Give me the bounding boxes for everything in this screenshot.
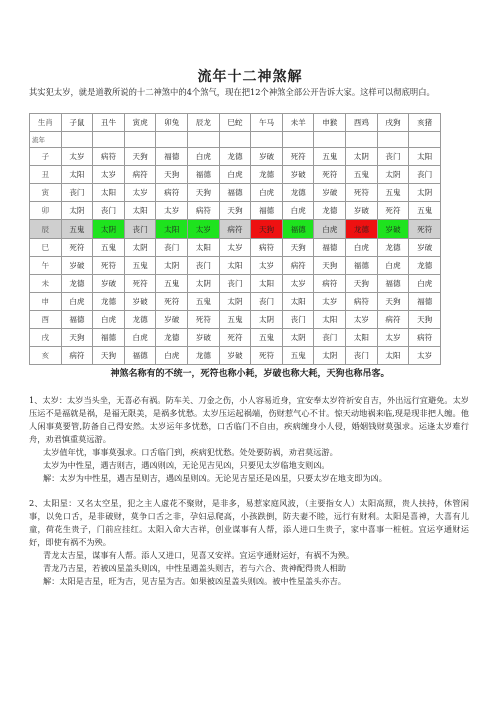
table-cell: 死符 [61, 238, 93, 256]
table-cell: 龙德 [93, 292, 125, 310]
table-cell: 太岁 [409, 347, 441, 365]
table-cell: 病符 [314, 274, 346, 292]
table-cell: 太岁 [219, 238, 251, 256]
table-cell: 天狗 [124, 148, 156, 166]
intro-paragraph: 其实犯太岁，就是道教所说的十二神煞中的4个煞气，现在把12个神煞全部公开告诉大家。这样可以彻底明白。 [29, 87, 435, 97]
table-row [30, 166, 441, 184]
row-branch-cell: 卯 [30, 202, 62, 220]
table-cell: 太岁 [61, 148, 93, 166]
table-cell: 福德 [124, 347, 156, 365]
table-cell: 死符 [124, 274, 156, 292]
table-cell: 福德 [156, 148, 188, 166]
row-branch-cell: 子 [30, 148, 62, 166]
table-cell: 死符 [93, 256, 125, 274]
table-cell: 天狗 [156, 166, 188, 184]
table-cell: 丧门 [156, 238, 188, 256]
liunian-label-cell: 流年 [30, 132, 62, 148]
empty-cell [282, 132, 314, 148]
table-cell: 龙德 [409, 256, 441, 274]
table-cell: 岁破 [251, 148, 283, 166]
table-cell: 太岁 [282, 274, 314, 292]
table-row [30, 310, 441, 328]
table-cell: 福德 [188, 166, 220, 184]
table-cell: 丧门 [188, 256, 220, 274]
table-cell: 天狗 [61, 329, 93, 347]
table-cell: 岁破 [93, 274, 125, 292]
table-cell: 太阳 [93, 184, 125, 202]
table-cell: 岁破 [156, 310, 188, 328]
table-cell: 天狗 [409, 310, 441, 328]
empty-cell [314, 132, 346, 148]
table-cell: 病符 [93, 148, 125, 166]
column-header-cell: 巳蛇 [219, 114, 251, 132]
table-cell: 龙德 [251, 166, 283, 184]
table-cell: 福德 [377, 274, 409, 292]
table-row [30, 184, 441, 202]
column-header-cell: 寅虎 [124, 114, 156, 132]
empty-cell [61, 132, 93, 148]
body-paragraph: 青龙太吉星，谋事有人帮。添人又进口，见喜又安祥。宜运亨通财运好，有祸不为殃。 [43, 550, 355, 560]
column-header-cell: 子鼠 [61, 114, 93, 132]
naming-note-heading: 神煞名称有的不统一，死符也称小耗，岁破也称大耗，天狗也称吊客。 [110, 369, 390, 379]
table-row [30, 202, 441, 220]
table-cell: 岁破 [124, 292, 156, 310]
table-cell: 天狗 [346, 274, 378, 292]
row-branch-cell: 午 [30, 256, 62, 274]
body-paragraph: 太岁为中性星，遇吉则吉，遇凶则凶，无论见吉见凶，只要见太岁临地支则凶。 [43, 460, 330, 470]
table-cell: 病符 [251, 238, 283, 256]
column-header-cell: 申猴 [314, 114, 346, 132]
table-cell: 龙德 [282, 184, 314, 202]
table-cell: 死符 [377, 202, 409, 220]
body-paragraph: 青龙乃吉星，若被凶星盖头则凶，中性星遇盖头则吉，若与六合、贵神配得贵人相助 [43, 563, 346, 573]
table-cell: 龙德 [124, 310, 156, 328]
row-branch-cell: 辰 [30, 220, 62, 238]
table-cell: 白虎 [346, 238, 378, 256]
table-cell: 福德 [93, 329, 125, 347]
table-cell: 病符 [219, 220, 251, 238]
empty-cell [156, 132, 188, 148]
table-cell: 白虎 [282, 202, 314, 220]
table-cell: 太阴 [314, 347, 346, 365]
table-cell: 太阳 [282, 292, 314, 310]
body-paragraph: 解：太岁为中性星，遇吉星则吉，遇凶星则凶。无论见吉星还是凶星，只要太岁在地支即为凶。 [43, 473, 387, 483]
table-row [30, 256, 441, 274]
table-cell: 丧门 [314, 329, 346, 347]
explanation-text [29, 394, 469, 588]
table-cell: 岁破 [282, 166, 314, 184]
table-cell: 白虎 [219, 166, 251, 184]
body-paragraph: 1、太岁：太岁当头坐，无喜必有祸。防车关、刀金之伤，小人容易近身，宜安奉太岁符祈安自吉，外出远行宜避免。太岁压运不是福就是祸，是福无限美，是祸多忧愁。太岁压运起祸端，伤财惹气心不甘。惊天动地祸来临,现是现非把人缠。他人闲事莫要管,防备自己得安然。太岁运年多忧愁，口舌临门不自由，疾病缠身小人侵，婚姻钱财莫强求。运逢太岁难行舟，劝君慎重莫远游。 [29, 395, 469, 444]
table-cell: 太岁 [377, 329, 409, 347]
table-cell: 天狗 [377, 292, 409, 310]
table-cell: 福德 [282, 220, 314, 238]
table-cell: 太阴 [346, 148, 378, 166]
table-cell: 病符 [346, 292, 378, 310]
table-cell: 岁破 [188, 329, 220, 347]
table-cell: 五鬼 [188, 292, 220, 310]
table-cell: 五鬼 [124, 256, 156, 274]
shensha-table [29, 113, 441, 365]
page-title: 流年十二神煞解 [197, 69, 303, 85]
table-cell: 五鬼 [251, 329, 283, 347]
empty-cell [124, 132, 156, 148]
table-row [30, 238, 441, 256]
table-row [30, 292, 441, 310]
row-branch-cell: 申 [30, 292, 62, 310]
table-cell: 丧门 [409, 166, 441, 184]
table-cell: 天狗 [93, 347, 125, 365]
table-cell: 太阴 [251, 310, 283, 328]
table-row [30, 347, 441, 365]
table-cell: 岁破 [314, 184, 346, 202]
table-cell: 龙德 [156, 329, 188, 347]
table-cell: 太阴 [93, 220, 125, 238]
table-cell: 天狗 [314, 256, 346, 274]
table-cell: 病符 [409, 329, 441, 347]
table-cell: 太阳 [61, 166, 93, 184]
table-cell: 白虎 [314, 220, 346, 238]
empty-cell [251, 132, 283, 148]
column-header-cell: 亥猪 [409, 114, 441, 132]
table-cell: 龙德 [61, 274, 93, 292]
table-cell: 太岁 [251, 256, 283, 274]
corner-header-cell: 生肖 [30, 114, 62, 132]
table-cell: 岁破 [61, 256, 93, 274]
table-cell: 太阴 [156, 256, 188, 274]
table-cell: 福德 [314, 238, 346, 256]
table-cell: 天狗 [282, 238, 314, 256]
table-cell: 丧门 [251, 292, 283, 310]
table-cell: 岁破 [346, 202, 378, 220]
table-cell: 白虎 [377, 256, 409, 274]
column-header-cell: 未羊 [282, 114, 314, 132]
row-branch-cell: 丑 [30, 166, 62, 184]
table-cell: 太阳 [251, 274, 283, 292]
table-cell: 太阴 [282, 329, 314, 347]
table-cell: 死符 [282, 148, 314, 166]
table-cell: 太阳 [219, 256, 251, 274]
body-paragraph: 太岁值年忧，事事莫强求。口舌临门到，疾病犯忧愁。处处要防祸，劝君莫远游。 [43, 447, 338, 457]
table-cell: 五鬼 [377, 184, 409, 202]
table-cell: 丧门 [219, 274, 251, 292]
table-cell: 死符 [409, 220, 441, 238]
empty-cell [219, 132, 251, 148]
table-cell: 白虎 [251, 184, 283, 202]
table-cell: 太岁 [93, 166, 125, 184]
table-cell: 五鬼 [219, 310, 251, 328]
empty-cell [188, 132, 220, 148]
table-cell: 太阴 [124, 238, 156, 256]
table-cell: 死符 [219, 329, 251, 347]
row-branch-cell: 巳 [30, 238, 62, 256]
table-cell: 太阳 [409, 148, 441, 166]
column-header-cell: 酉鸡 [346, 114, 378, 132]
column-header-cell: 辰龙 [188, 114, 220, 132]
table-cell: 福德 [346, 256, 378, 274]
table-cell: 病符 [282, 256, 314, 274]
table-cell: 福德 [251, 202, 283, 220]
table-cell: 天狗 [188, 184, 220, 202]
table-cell: 福德 [409, 292, 441, 310]
empty-cell [346, 132, 378, 148]
row-branch-cell: 未 [30, 274, 62, 292]
body-paragraph: 解：太阳是吉星，旺为吉，见吉星为吉。如果被凶星盖头则凶。被中性星盖头亦吉。 [43, 576, 346, 586]
empty-cell [93, 132, 125, 148]
table-cell: 死符 [188, 310, 220, 328]
column-header-cell: 戌狗 [377, 114, 409, 132]
table-cell: 丧门 [346, 347, 378, 365]
empty-cell [377, 132, 409, 148]
table-cell: 太岁 [188, 220, 220, 238]
table-header-row [30, 114, 441, 132]
table-cell: 死符 [156, 292, 188, 310]
table-cell: 太阳 [124, 202, 156, 220]
table-cell: 丧门 [61, 184, 93, 202]
table-cell: 龙德 [188, 347, 220, 365]
table-row [30, 329, 441, 347]
table-row [30, 220, 441, 238]
table-cell: 五鬼 [61, 220, 93, 238]
table-cell: 天狗 [219, 202, 251, 220]
table-cell: 天狗 [251, 220, 283, 238]
table-cell: 病符 [124, 166, 156, 184]
table-cell: 太阴 [377, 166, 409, 184]
table-cell: 五鬼 [409, 202, 441, 220]
row-branch-cell: 亥 [30, 347, 62, 365]
table-cell: 太阴 [409, 184, 441, 202]
column-header-cell: 午马 [251, 114, 283, 132]
table-cell: 白虎 [409, 274, 441, 292]
row-branch-cell: 酉 [30, 310, 62, 328]
table-cell: 龙德 [314, 202, 346, 220]
table-cell: 太阳 [314, 310, 346, 328]
table-cell: 太阴 [61, 202, 93, 220]
table-cell: 五鬼 [156, 274, 188, 292]
column-header-cell: 卯兔 [156, 114, 188, 132]
table-row [30, 148, 441, 166]
liunian-label-row [30, 132, 441, 148]
table-cell: 白虎 [124, 329, 156, 347]
table-cell: 龙德 [219, 148, 251, 166]
table-cell: 病符 [188, 202, 220, 220]
table-cell: 死符 [251, 347, 283, 365]
empty-cell [409, 132, 441, 148]
table-cell: 太阴 [219, 292, 251, 310]
table-cell: 太岁 [346, 310, 378, 328]
body-paragraph: 2、太阳星：又名太空星，犯之主人虚花不聚财，是非多，易惹家庭风波，（主要指女人）太阳高照，贵人扶持，休管闲事，以免口舌，是非破财，莫争口舌之非，孕妇忌爬高，小孩跌倒，防夫妻不睦，远行有财利。太阳是喜神，大喜有儿童，荷花生贵子，门前应挂红。太阳入命大吉祥，创业谋事有人帮，添人进口生贵子，家中喜事一桩桩。宜运亨通财运好，即使有祸不为殃。 [29, 498, 469, 547]
table-cell: 病符 [156, 184, 188, 202]
table-cell: 白虎 [93, 310, 125, 328]
table-cell: 丧门 [377, 148, 409, 166]
table-cell: 太岁 [156, 202, 188, 220]
row-branch-cell: 寅 [30, 184, 62, 202]
table-cell: 福德 [219, 184, 251, 202]
table-cell: 太阳 [188, 238, 220, 256]
table-cell: 岁破 [377, 220, 409, 238]
column-header-cell: 丑牛 [93, 114, 125, 132]
row-branch-cell: 戌 [30, 329, 62, 347]
table-cell: 太阳 [346, 329, 378, 347]
table-cell: 丧门 [124, 220, 156, 238]
table-row [30, 274, 441, 292]
table-cell: 太阳 [156, 220, 188, 238]
table-cell: 丧门 [93, 202, 125, 220]
table-cell: 岁破 [409, 238, 441, 256]
table-cell: 死符 [314, 166, 346, 184]
table-cell: 太岁 [314, 292, 346, 310]
table-cell: 病符 [61, 347, 93, 365]
table-cell: 龙德 [377, 238, 409, 256]
table-cell: 五鬼 [93, 238, 125, 256]
table-cell: 五鬼 [314, 148, 346, 166]
table-cell: 病符 [377, 310, 409, 328]
table-cell: 福德 [61, 310, 93, 328]
table-cell: 白虎 [61, 292, 93, 310]
table-cell: 岁破 [219, 347, 251, 365]
table-cell: 丧门 [282, 310, 314, 328]
table-cell: 五鬼 [346, 166, 378, 184]
table-cell: 龙德 [346, 220, 378, 238]
table-cell: 死符 [346, 184, 378, 202]
table-cell: 五鬼 [282, 347, 314, 365]
table-cell: 白虎 [188, 148, 220, 166]
table-cell: 太阳 [377, 347, 409, 365]
table-cell: 太阴 [188, 274, 220, 292]
table-cell: 白虎 [156, 347, 188, 365]
table-cell: 太岁 [124, 184, 156, 202]
